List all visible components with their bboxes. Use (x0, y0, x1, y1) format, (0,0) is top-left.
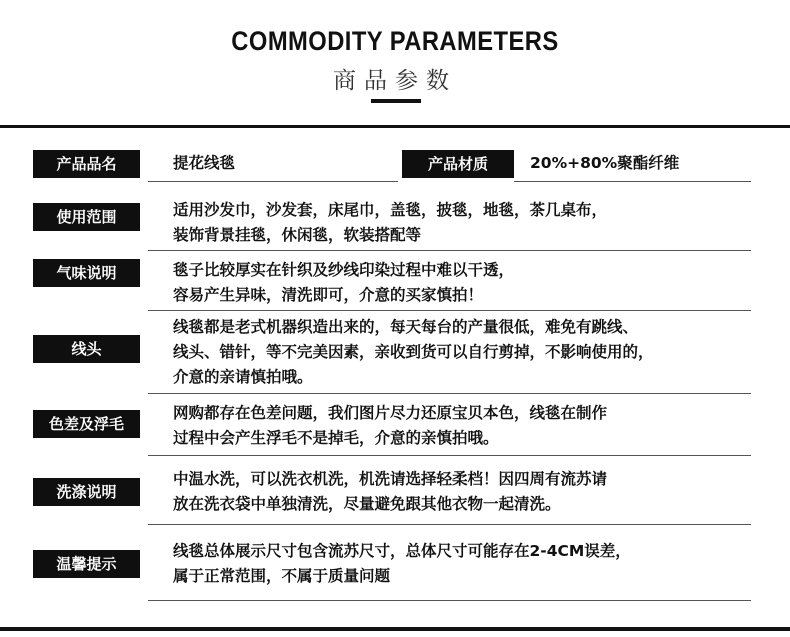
row-underline (148, 181, 398, 182)
row-underline (148, 310, 751, 311)
page-subtitle: 商品参数 (333, 68, 457, 94)
value-thread-line-2: 线头、错针，等不完美因素，亲收到货可以自行剪掉，不影响使用的， (173, 343, 654, 361)
value-color-line-1: 网购都存在色差问题，我们图片尽力还原宝贝本色，线毯在制作 (173, 404, 608, 422)
title-underline-bar (371, 99, 421, 103)
value-tips-line-1: 线毯总体展示尺寸包含流苏尺寸，总体尺寸可能存在2-4CM误差， (173, 542, 631, 560)
bottom-divider (0, 627, 790, 631)
label-material: 产品材质 (402, 150, 514, 178)
row-underline (148, 250, 751, 251)
value-product-name: 提花线毯 (173, 154, 236, 172)
label-washing: 洗涤说明 (33, 478, 140, 506)
value-odor-line-2: 容易产生异味，清洗即可，介意的买家慎拍！ (173, 286, 484, 304)
top-divider (0, 125, 790, 128)
label-tips: 温馨提示 (33, 550, 140, 578)
label-usage: 使用范围 (33, 203, 140, 231)
page-title: COMMODITY PARAMETERS (231, 26, 559, 56)
value-washing-line-1: 中温水洗，可以洗衣机洗，机洗请选择轻柔档！因四周有流苏请 (173, 470, 608, 488)
value-usage-line-1: 适用沙发巾，沙发套，床尾巾，盖毯，披毯，地毯，茶几桌布， (173, 201, 608, 219)
row-underline (514, 181, 751, 182)
value-material: 20%+80%聚酯纤维 (530, 154, 680, 172)
label-color-difference: 色差及浮毛 (33, 410, 140, 438)
value-thread-line-1: 线毯都是老式机器织造出来的，每天每台的产量很低，难免有跳线、 (173, 318, 639, 336)
label-thread: 线头 (33, 335, 140, 363)
row-underline (148, 600, 751, 601)
label-odor: 气味说明 (33, 259, 140, 287)
row-underline (148, 524, 751, 525)
row-underline (148, 455, 751, 456)
value-color-line-2: 过程中会产生浮毛不是掉毛，介意的亲慎拍哦。 (173, 429, 499, 447)
value-thread-line-3: 介意的亲请慎拍哦。 (173, 368, 313, 386)
value-washing-line-2: 放在洗衣袋中单独清洗，尽量避免跟其他衣物一起清洗。 (173, 495, 561, 513)
value-tips-line-2: 属于正常范围，不属于质量问题 (173, 567, 391, 585)
value-odor-line-1: 毯子比较厚实在针织及纱线印染过程中难以干透， (173, 261, 515, 279)
label-product-name: 产品品名 (33, 150, 140, 178)
value-usage-line-2: 装饰背景挂毯，休闲毯，软装搭配等 (173, 226, 422, 244)
row-underline (148, 393, 751, 394)
